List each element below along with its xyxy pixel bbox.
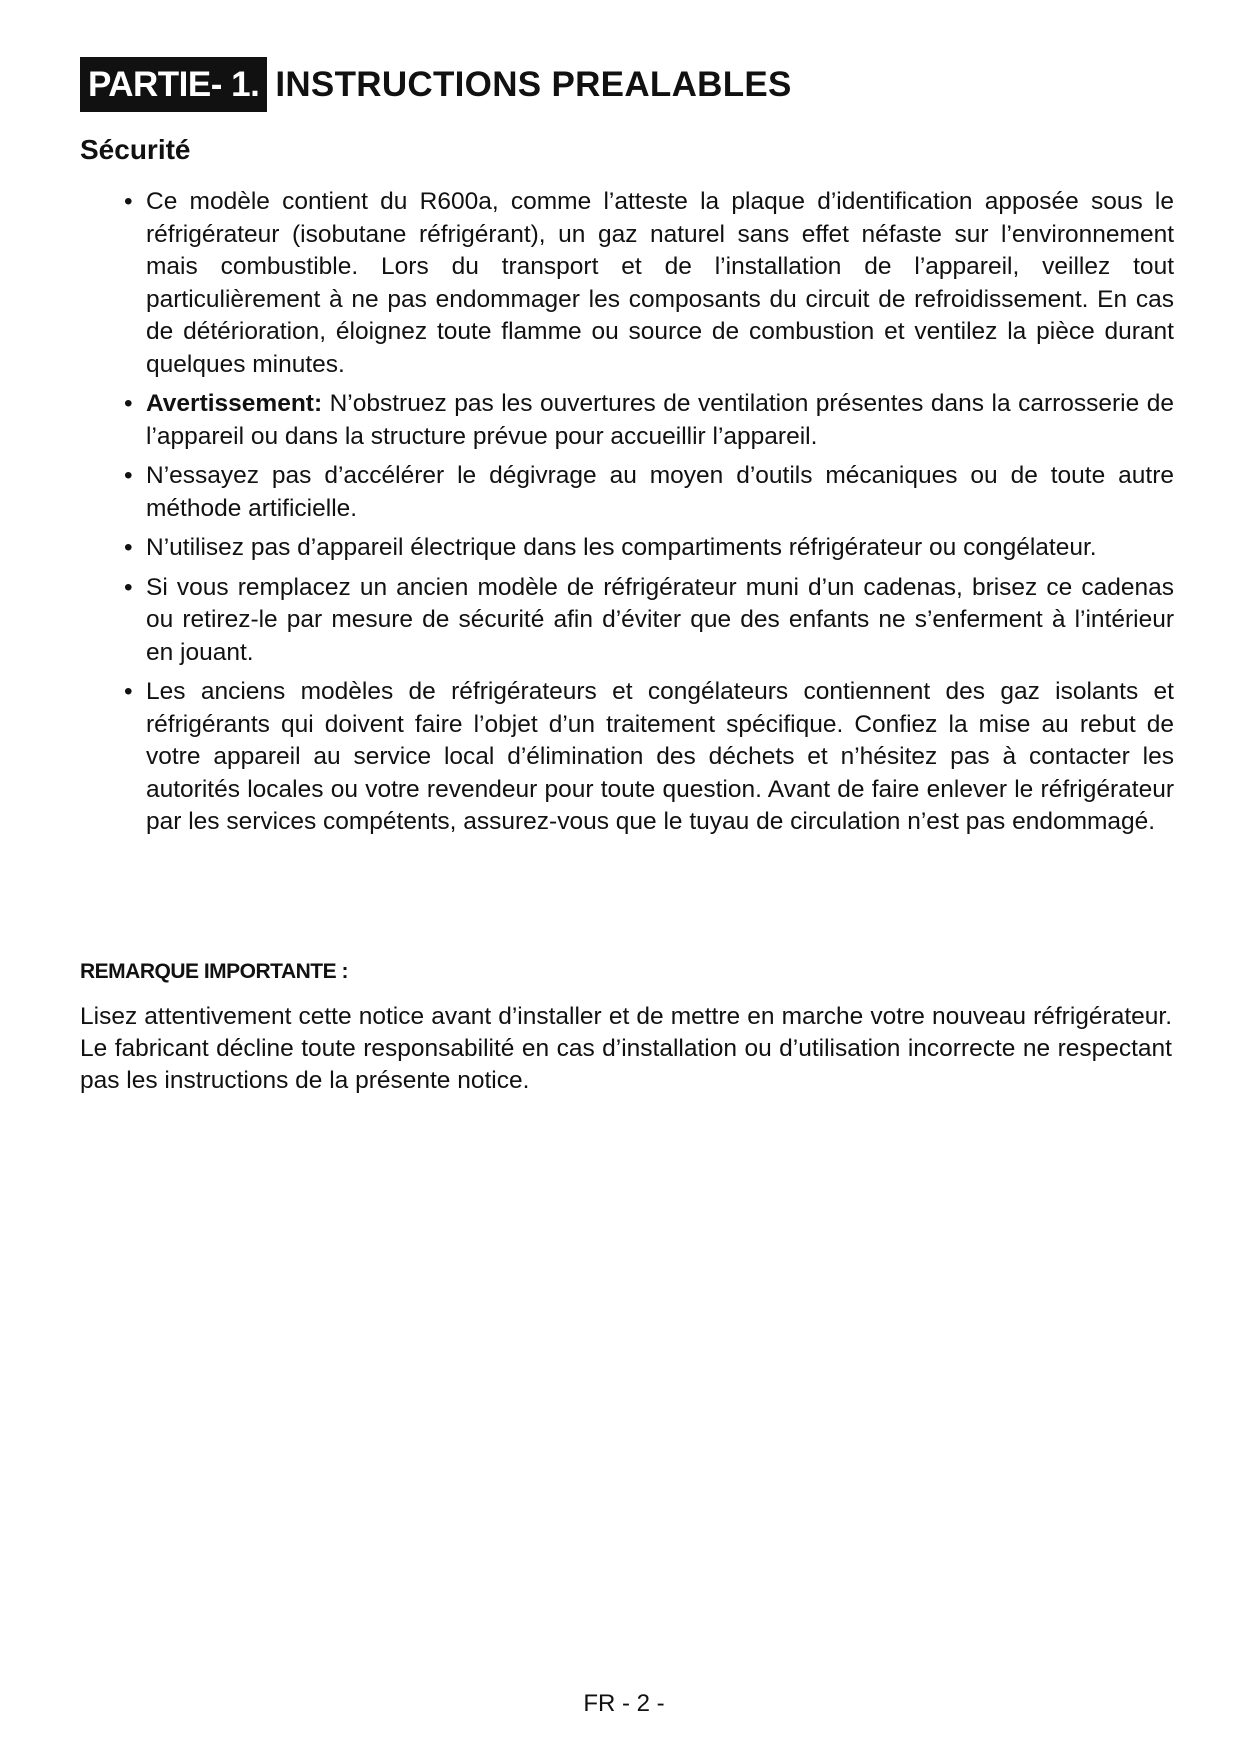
safety-list (124, 186, 1174, 846)
remark-title: REMARQUE IMPORTANTE : (80, 960, 348, 983)
part-header (80, 57, 792, 112)
item-text: N’obstruez pas les ouvertures de ventilation présentes dans la carrosserie de l’appareil ou dans la structure prévue pour accueillir l’appareil. (146, 390, 1174, 450)
list-item (124, 532, 1174, 565)
item-text: N’utilisez pas d’appareil électrique dans les compartiments réfrigérateur ou congélateur. (146, 534, 1097, 561)
item-text: Ce modèle contient du R600a, comme l’atteste la plaque d’identification apposée sous le réfrigérateur (isobutane réfrigérant), un gaz naturel sans effet néfaste sur l’environnement mais combustible. Lors du transport et de l’installation de l’appareil, veillez tout particulièrement à ne pas endommager les composants du circuit de refroidissement. En cas de détérioration, éloignez toute flamme ou source de combustion et ventilez la pièce durant quelques minutes. (146, 188, 1174, 378)
list-item (124, 186, 1174, 381)
part-label: PARTIE- 1. (80, 57, 267, 112)
page-number: FR - 2 - (583, 1690, 665, 1717)
item-text: Les anciens modèles de réfrigérateurs et congélateurs contiennent des gaz isolants et réfrigérants qui doivent faire l’objet d’un traitement spécifique. Confiez la mise au rebut de votre appareil au service local d’élimination des déchets et n’hésitez pas à contacter les autorités locales ou votre revendeur pour toute question. Avant de faire enlever le réfrigérateur par les services compétents, assurez-vous que le tuyau de circulation n’est pas endommagé. (146, 678, 1174, 835)
item-text: N’essayez pas d’accélérer le dégivrage au moyen d’outils mécaniques ou de toute autre méthode artificielle. (146, 462, 1174, 522)
list-item (124, 572, 1174, 670)
section-title: Sécurité (80, 134, 191, 165)
page-title: INSTRUCTIONS PREALABLES (275, 64, 792, 104)
list-item (124, 388, 1174, 453)
list-item (124, 460, 1174, 525)
item-bold: Avertissement: (146, 390, 323, 417)
item-text: Si vous remplacez un ancien modèle de réfrigérateur muni d’un cadenas, brisez ce cadenas ou retirez-le par mesure de sécurité afin d’éviter que des enfants ne s’enferment à l’intérieur en jouant. (146, 573, 1174, 666)
remark-text: Lisez attentivement cette notice avant d’installer et de mettre en marche votre nouveau réfrigérateur. Le fabricant décline toute responsabilité en cas d’installation ou d’utilisation incorrecte ne respectant pas les instructions de la présente notice. (80, 1003, 1172, 1094)
list-item (124, 676, 1174, 839)
